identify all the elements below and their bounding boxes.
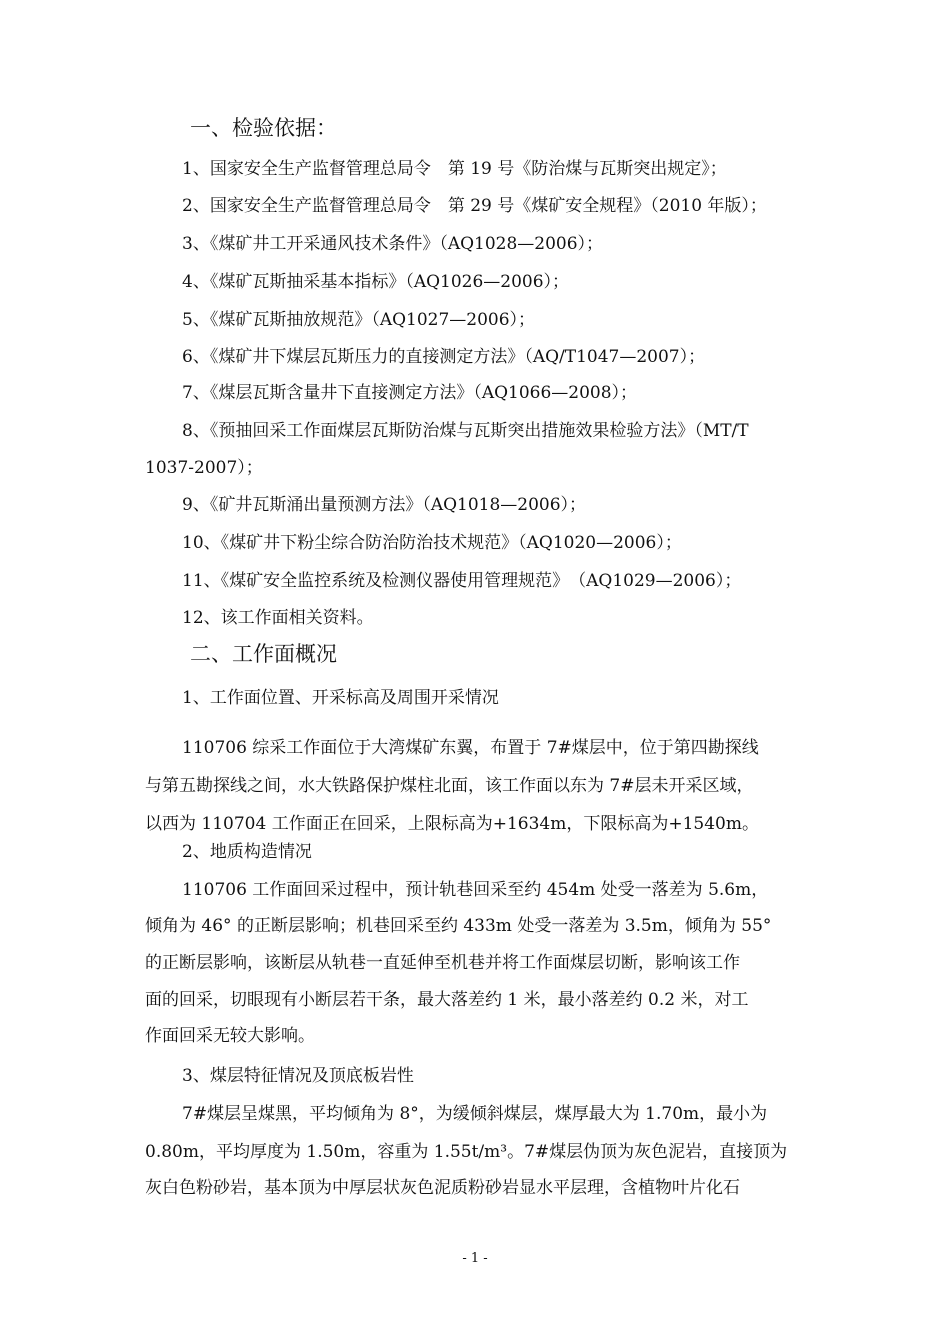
list-item: 12、该工作面相关资料。 (182, 608, 374, 628)
paragraph-line: 0.80m，平均厚度为 1.50m，容重为 1.55t/m³。7#煤层伪顶为灰色泥岩，直接顶为 (145, 1142, 788, 1162)
paragraph-line: 110706 工作面回采过程中，预计轨巷回采至约 454m 处受一落差为 5.6m， (182, 880, 769, 900)
list-item: 9、《矿井瓦斯涌出量预测方法》（AQ1018—2006）； (182, 495, 587, 515)
list-item: 10、《煤矿井下粉尘综合防治防治技术规范》（AQ1020—2006）； (182, 533, 682, 553)
paragraph-line: 以西为 110704 工作面正在回采，上限标高为+1634m，下限标高为+1540m。 (145, 814, 759, 834)
list-item-continuation: 1037-2007）； (145, 458, 263, 478)
paragraph-line: 的正断层影响，该断层从轨巷一直延伸至机巷并将工作面煤层切断，影响该工作 (145, 953, 740, 973)
subsection-title: 3、煤层特征情况及顶底板岩性 (182, 1066, 414, 1086)
section2-heading: 二、工作面概况 (190, 642, 337, 666)
list-item: 2、国家安全生产监督管理总局令 第 29 号《煤矿安全规程》（2010 年版）； (182, 196, 767, 216)
list-item: 6、《煤矿井下煤层瓦斯压力的直接测定方法》（AQ/T1047—2007）； (182, 347, 706, 367)
subsection-title: 1、工作面位置、开采标高及周围开采情况 (182, 688, 499, 708)
section1-heading: 一、检验依据： (190, 116, 337, 140)
paragraph-line: 7#煤层呈煤黑，平均倾角为 8°，为缓倾斜煤层，煤厚最大为 1.70m，最小为 (182, 1104, 768, 1124)
list-item: 3、《煤矿井工开采通风技术条件》（AQ1028—2006）； (182, 234, 604, 254)
list-item: 8、《预抽回采工作面煤层瓦斯防治煤与瓦斯突出措施效果检验方法》（MT/T (182, 421, 749, 441)
list-item: 1、国家安全生产监督管理总局令 第 19 号《防治煤与瓦斯突出规定》； (182, 159, 727, 179)
subsection-title: 2、地质构造情况 (182, 842, 312, 862)
page-number: - 1 - (462, 1251, 488, 1266)
paragraph-line: 面的回采，切眼现有小断层若干条，最大落差约 1 米，最小落差约 0.2 米，对工 (145, 990, 749, 1010)
paragraph-line: 倾角为 46° 的正断层影响；机巷回采至约 433m 处受一落差为 3.5m，倾角为 55° (145, 916, 772, 936)
list-item: 11、《煤矿安全监控系统及检测仪器使用管理规范》 （AQ1029—2006）； (182, 571, 742, 591)
list-item: 4、《煤矿瓦斯抽采基本指标》（AQ1026—2006）； (182, 272, 570, 292)
list-item: 5、《煤矿瓦斯抽放规范》（AQ1027—2006）； (182, 310, 536, 330)
paragraph-line: 与第五勘探线之间，水大铁路保护煤柱北面，该工作面以东为 7#层未开采区域， (145, 776, 754, 796)
list-item: 7、《煤层瓦斯含量井下直接测定方法》（AQ1066—2008）； (182, 383, 638, 403)
paragraph-line: 灰白色粉砂岩，基本顶为中厚层状灰色泥质粉砂岩显水平层理，含植物叶片化石 (145, 1178, 740, 1198)
paragraph-line: 作面回采无较大影响。 (145, 1026, 315, 1046)
paragraph-line: 110706 综采工作面位于大湾煤矿东翼，布置于 7#煤层中，位于第四勘探线 (182, 738, 759, 758)
